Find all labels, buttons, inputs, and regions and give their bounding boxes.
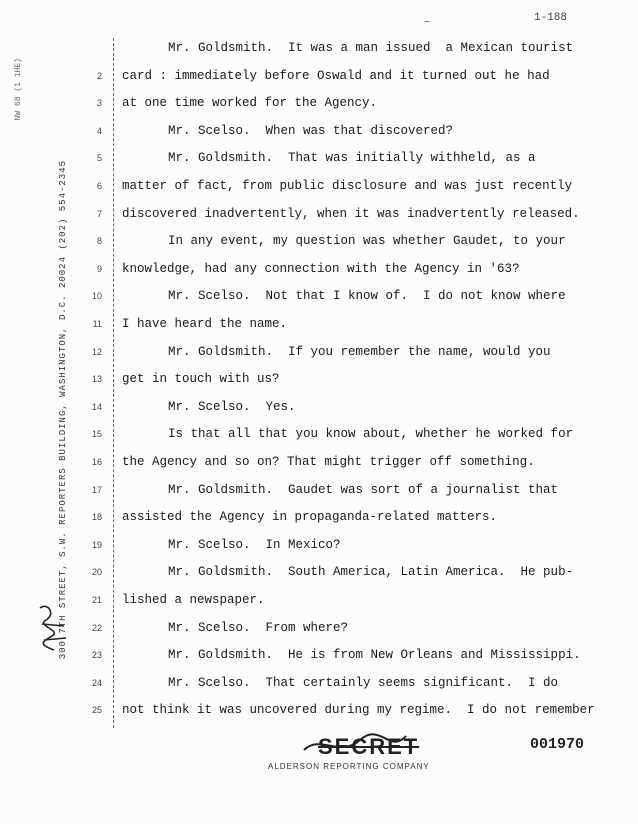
line-number: 23 (91, 650, 102, 660)
transcript-line: Mr. Scelso. In Mexico? (168, 538, 341, 552)
transcript-line: Mr. Scelso. When was that discovered? (168, 124, 454, 138)
transcript-line: not think it was uncovered during my regime. I do not remember (122, 703, 595, 717)
reporting-company: ALDERSON REPORTING COMPANY (268, 762, 430, 771)
margin-rule (113, 38, 114, 728)
transcript-line: matter of fact, from public disclosure and was just recently (122, 179, 573, 193)
transcript-line: assisted the Agency in propaganda-related matters. (122, 510, 498, 524)
transcript-line: I have heard the name. (122, 317, 288, 331)
transcript-line: Mr. Goldsmith. South America, Latin America. He pub- (168, 565, 574, 579)
transcript-line: discovered inadvertently, when it was inadvertently released. (122, 207, 580, 221)
line-number: 20 (91, 567, 102, 577)
line-number: 12 (91, 347, 102, 357)
line-number: 11 (92, 319, 102, 329)
line-number: 22 (91, 623, 102, 633)
secret-stamp: SECRET (318, 734, 420, 759)
document-number: 001970 (530, 736, 585, 753)
line-number: 9 (96, 264, 102, 274)
line-number: 5 (96, 153, 102, 163)
transcript-line: Mr. Scelso. Yes. (168, 400, 296, 414)
transcript-line: Mr. Scelso. Not that I know of. I do not know where (168, 289, 566, 303)
line-number: 6 (96, 181, 102, 191)
line-number: 24 (91, 678, 102, 688)
line-number: 13 (91, 374, 102, 384)
transcript-line: Mr. Goldsmith. It was a man issued a Mexican tourist (168, 41, 574, 55)
line-number: 15 (91, 429, 102, 439)
transcript-line: Mr. Goldsmith. He is from New Orleans and Mississippi. (168, 648, 581, 662)
line-number: 8 (96, 236, 102, 246)
top-mark: ~ (424, 18, 431, 29)
line-number: 25 (91, 705, 102, 715)
line-number: 3 (96, 98, 102, 108)
line-number: 14 (91, 402, 102, 412)
transcript-line: Mr. Scelso. That certainly seems significant. I do (168, 676, 559, 690)
transcript-line: knowledge, had any connection with the Agency in '63? (122, 262, 520, 276)
transcript-line: Mr. Goldsmith. Gaudet was sort of a journalist that (168, 483, 559, 497)
line-number: 17 (91, 485, 102, 495)
line-number: 4 (96, 126, 102, 136)
line-number: 16 (91, 457, 102, 467)
line-number: 10 (91, 291, 102, 301)
handwritten-signature (34, 600, 74, 660)
transcript-line: In any event, my question was whether Gaudet, to your (168, 234, 566, 248)
transcript-line: Mr. Goldsmith. That was initially withheld, as a (168, 151, 536, 165)
transcript-line: lished a newspaper. (122, 593, 265, 607)
transcript-line: get in touch with us? (122, 372, 280, 386)
transcript-line: Is that all that you know about, whether he worked for (168, 427, 574, 441)
transcript-line: card : immediately before Oswald and it turned out he had (122, 69, 550, 83)
line-number: 2 (96, 71, 102, 81)
transcript-line: Mr. Scelso. From where? (168, 621, 349, 635)
line-number: 21 (91, 595, 102, 605)
reporter-address-sidebar: 300 7TH STREET, S.W. REPORTERS BUILDING, WASHINGTON, D.C. 20024 (202) 554-2345 (58, 160, 68, 660)
transcript-line: the Agency and so on? That might trigger off something. (122, 455, 535, 469)
transcript-line: at one time worked for the Agency. (122, 96, 378, 110)
page-reference: 1-188 (534, 12, 568, 24)
line-number: 18 (91, 512, 102, 522)
corner-note: NW 68 (1 1HE) (14, 58, 23, 121)
transcript-line: Mr. Goldsmith. If you remember the name, would you (168, 345, 551, 359)
line-number: 19 (91, 540, 102, 550)
line-number: 7 (96, 209, 102, 219)
